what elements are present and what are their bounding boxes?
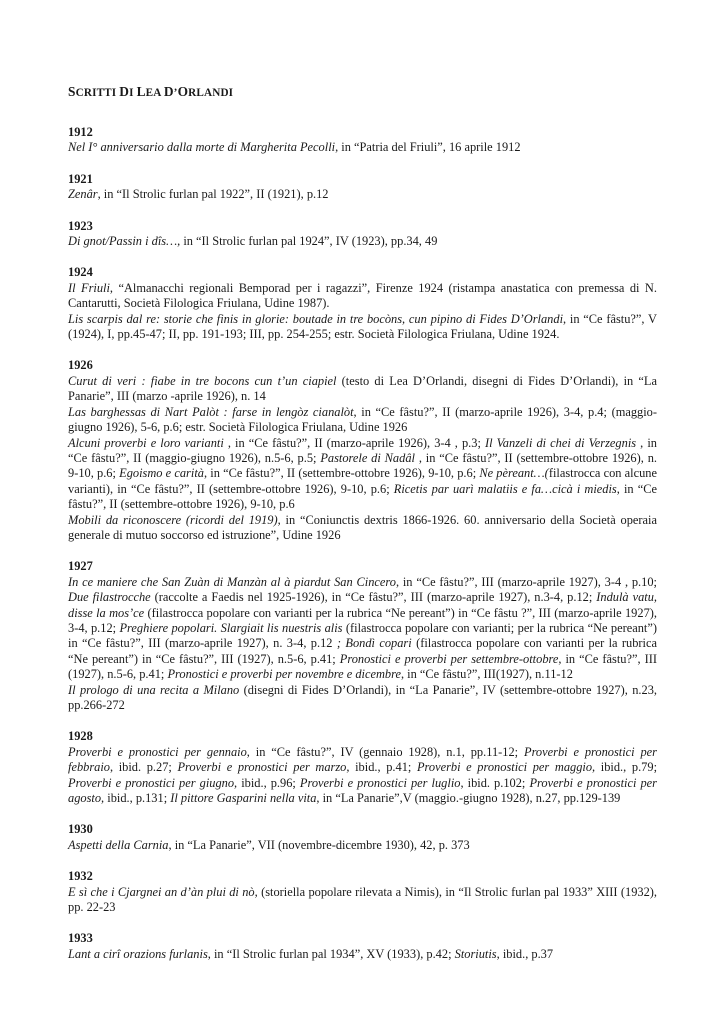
year-heading: 1926 (68, 358, 93, 373)
work-title: Storiutis (454, 946, 497, 961)
work-title: Preghiere popolari. Slargiait lis nuestris alis (119, 620, 343, 635)
year-heading: 1921 (68, 171, 93, 186)
heading-word: D’ORLANDI (163, 84, 234, 99)
year-heading: 1924 (68, 265, 93, 280)
work-title: Lant a cirî orazions furlanis (68, 946, 208, 961)
bibliography-entry: Il Friuli, “Almanacchi regionali Bemporad per i ragazzi”, Firenze 1924 (ristampa anastatica con premessa di N. Cantarutti, Società Filologica Friulana, Udine 1987). (68, 280, 657, 311)
work-title: Egoismo e carità (119, 466, 204, 481)
work-title: Indulà vatu, disse la mos’ce (68, 590, 658, 620)
heading-word: LEA (136, 84, 161, 99)
work-title: Proverbi e pronostici per agosto, (68, 775, 658, 806)
work-title: Pastorele di Nadâl (320, 450, 415, 465)
bibliography-entry: Lant a cirî orazions furlanis, in “Il Strolic furlan pal 1934”, XV (1933), p.42; Storiutis, ibid., p.37 (68, 946, 554, 961)
heading-word: SCRITTI (68, 84, 117, 99)
work-title: Il Vanzeli di chei di Verzegnis (484, 435, 637, 450)
bibliography-entry: Mobili da riconoscere (ricordi del 1919), in “Coniunctis dextris 1866-1926. 60. anniversario della Società operaia generale di mutuo soccorso ed istruzione”, Udine 1926 (68, 512, 657, 542)
work-title: Nel I° anniversario dalla morte di Margherita Pecolli (68, 140, 336, 155)
work-title: ; Bondì copari (336, 636, 412, 651)
bibliography-entry: Aspetti della Carnia, in “La Panarie”, VII (novembre-dicembre 1930), 42, p. 373 (68, 837, 470, 852)
work-title: Zenâr (68, 187, 98, 202)
work-title: Las barghessas di Nart Palòt : farse in lengòz cianalòt (68, 404, 354, 419)
work-title: Curut di veri : fiabe in tre bocons cun t’un ciapiel (68, 373, 337, 388)
work-title: Pronostici e proverbi per novembre e dicembre (167, 667, 401, 682)
bibliography-entry: Zenâr, in “Il Strolic furlan pal 1922”, II (1921), p.12 (68, 187, 329, 202)
bibliography-entry: E sì che i Cjargnei an d’àn plui di nò, (storiella popolare rilevata a Nimis), in “Il Strolic furlan pal 1933” XIII (1932), pp. 22-23 (68, 884, 658, 915)
bibliography-section (68, 358, 657, 543)
work-title: Mobili da riconoscere (ricordi del 1919), (68, 512, 281, 527)
year-heading: 1912 (68, 125, 93, 139)
work-title: Proverbi e pronostici per giugno, (68, 775, 238, 790)
work-title: Proverbi e pronostici per marzo, (177, 760, 350, 775)
bibliography-section (68, 729, 657, 806)
year-heading: 1933 (68, 931, 93, 946)
bibliography-entry: In ce maniere che San Zuàn di Manzàn al à piardut San Cincero, in “Ce fâstu?”, III (marzo-aprile 1927), 3-4 , p.10; Due filastrocche (raccolte a Faedis nel 1925-1926), in “Ce fâstu?”, III (marzo-aprile 1927), n.3-4, p.12; Indulà vatu, disse la mos’ce (filastrocca popolare con varianti per la rubrica “Ne pereant”) in “Ce fâstu ?”, III (marzo-aprile 1927), 3-4, p.12; Preghiere popolari. Slargiait lis nuestris alis (filastrocca popolare con varianti; per la rubrica “Ne pereant”) in “Ce fâstu?”, III (marzo-aprile 1927), n. 3-4, p.12 ; Bondì copari (filastrocca popolare con varianti per la rubrica “Ne pereant”) in “Ce fâstu?”, III (1927), n.5-6, p.41; Pronostici e proverbi per settembre-ottobre, in “Ce fâstu?”, III (1927), n.5-6, p.41; Pronostici e proverbi per novembre e dicembre, in “Ce fâstu?”, III(1927), n.11-12 (68, 574, 658, 682)
work-title: Alcuni proverbi e loro varianti (68, 435, 224, 450)
work-title: Proverbi e pronostici per maggio, (416, 760, 596, 775)
work-title: E sì che i Cjargnei an d’àn plui di nò, (68, 884, 258, 899)
work-title: Proverbi e pronostici per luglio (299, 775, 461, 790)
year-heading: 1928 (68, 729, 93, 744)
bibliography-entry: Curut di veri : fiabe in tre bocons cun t’un ciapiel (testo di Lea D’Orlandi, disegni di Fides D’Orlandi), in “La Panarie”, III (marzo -aprile 1926), n. 14 (68, 373, 657, 404)
document-heading (68, 84, 657, 101)
year-heading: 1927 (68, 559, 93, 574)
work-title: Il Friuli (68, 280, 110, 295)
work-title: Ricetis par uarì malatiis e fa…cicà i miedis (393, 481, 617, 496)
work-title: Il pittore Gasparini nella vita (170, 791, 317, 806)
bibliography-section (68, 172, 657, 203)
work-title: Proverbi e pronostici per gennaio (68, 744, 247, 759)
bibliography-section (68, 559, 657, 713)
document-body (68, 84, 657, 978)
bibliography-entry: Las barghessas di Nart Palòt : farse in lengòz cianalòt, in “Ce fâstu?”, II (marzo-aprile 1926), 3-4, p.4; (maggio-giugno 1926), 5-6, p.6; estr. Società Filologica Friulana, Udine 1926 (68, 404, 657, 435)
work-title: Aspetti della Carnia (68, 837, 169, 852)
work-title: In ce maniere che San Zuàn di Manzàn al à piardut San Cincero (68, 574, 396, 589)
work-title: Due filastrocche (68, 590, 151, 605)
year-heading: 1923 (68, 218, 93, 233)
bibliography-section (68, 931, 657, 962)
heading-word: DI (119, 84, 134, 99)
bibliography-section (68, 869, 657, 915)
work-title: Di gnot/Passin i dîs…, (68, 234, 181, 249)
work-title: Il prologo di una recita a Milano (68, 682, 240, 697)
bibliography-entry: Nel I° anniversario dalla morte di Margherita Pecolli, in “Patria del Friuli”, 16 aprile 1912 (68, 140, 521, 155)
bibliography-section (68, 822, 657, 853)
work-title: Pronostici e proverbi per settembre-ottobre (339, 651, 559, 666)
bibliography-entry: Di gnot/Passin i dîs…, in “Il Strolic furlan pal 1924”, IV (1923), pp.34, 49 (68, 234, 438, 249)
year-heading: 1932 (68, 869, 93, 884)
bibliography-section (68, 265, 657, 342)
bibliography-section (68, 125, 657, 156)
bibliography-section (68, 219, 657, 250)
bibliography-entry: Alcuni proverbi e loro varianti , in “Ce fâstu?”, II (marzo-aprile 1926), 3-4 , p.3; Il Vanzeli di chei di Verzegnis , in “Ce fâstu?”, II (maggio-giugno 1926), n.5-6, p.5; Pastorele di Nadâl , in “Ce fâstu?”, II (settembre-ottobre 1926), n. 9-10, p.6; Egoismo e carità, in “Ce fâstu?”, II (settembre-ottobre 1926), 9-10, p.6; Ne pèreant…(filastrocca con alcune varianti), in “Ce fâstu?”, II (settembre-ottobre 1926), 9-10, p.6; Ricetis par uarì malatiis e fa…cicà i miedis, in “Ce fâstu?”, II (settembre-ottobre 1926), 9-10, p.6 (68, 435, 657, 512)
bibliography-entry: Il prologo di una recita a Milano (disegni di Fides D’Orlandi), in “La Panarie”, IV (settembre-ottobre 1927), n.23, pp.266-272 (68, 682, 657, 712)
work-title: Lis scarpis dal re: storie che finis in glorie: boutade in tre bocòns, cun pipino di Fides D’Orlandi (68, 311, 564, 326)
bibliography-entry: Lis scarpis dal re: storie che finis in glorie: boutade in tre bocòns, cun pipino di Fides D’Orlandi, in “Ce fâstu?”, V (1924), I, pp.45-47; II, pp. 191-193; III, pp. 254-255; estr. Società Filologica Friulana, Udine 1924. (68, 311, 657, 342)
work-title: Proverbi e pronostici per febbraio (68, 744, 658, 775)
year-heading: 1930 (68, 822, 93, 837)
bibliography-entry: Proverbi e pronostici per gennaio, in “Ce fâstu?”, IV (gennaio 1928), n.1, pp.11-12; Proverbi e pronostici per febbraio, ibid. p.27; Proverbi e pronostici per marzo, ibid., p.41; Proverbi e pronostici per maggio, ibid., p.79; Proverbi e pronostici per giugno, ibid., p.96; Proverbi e pronostici per luglio, ibid. p.102; Proverbi e pronostici per agosto, ibid., p.131; Il pittore Gasparini nella vita, in “La Panarie”,V (maggio.-giugno 1928), n.27, pp.129-139 (68, 744, 658, 806)
work-title: Ne pèreant…( (479, 466, 549, 481)
